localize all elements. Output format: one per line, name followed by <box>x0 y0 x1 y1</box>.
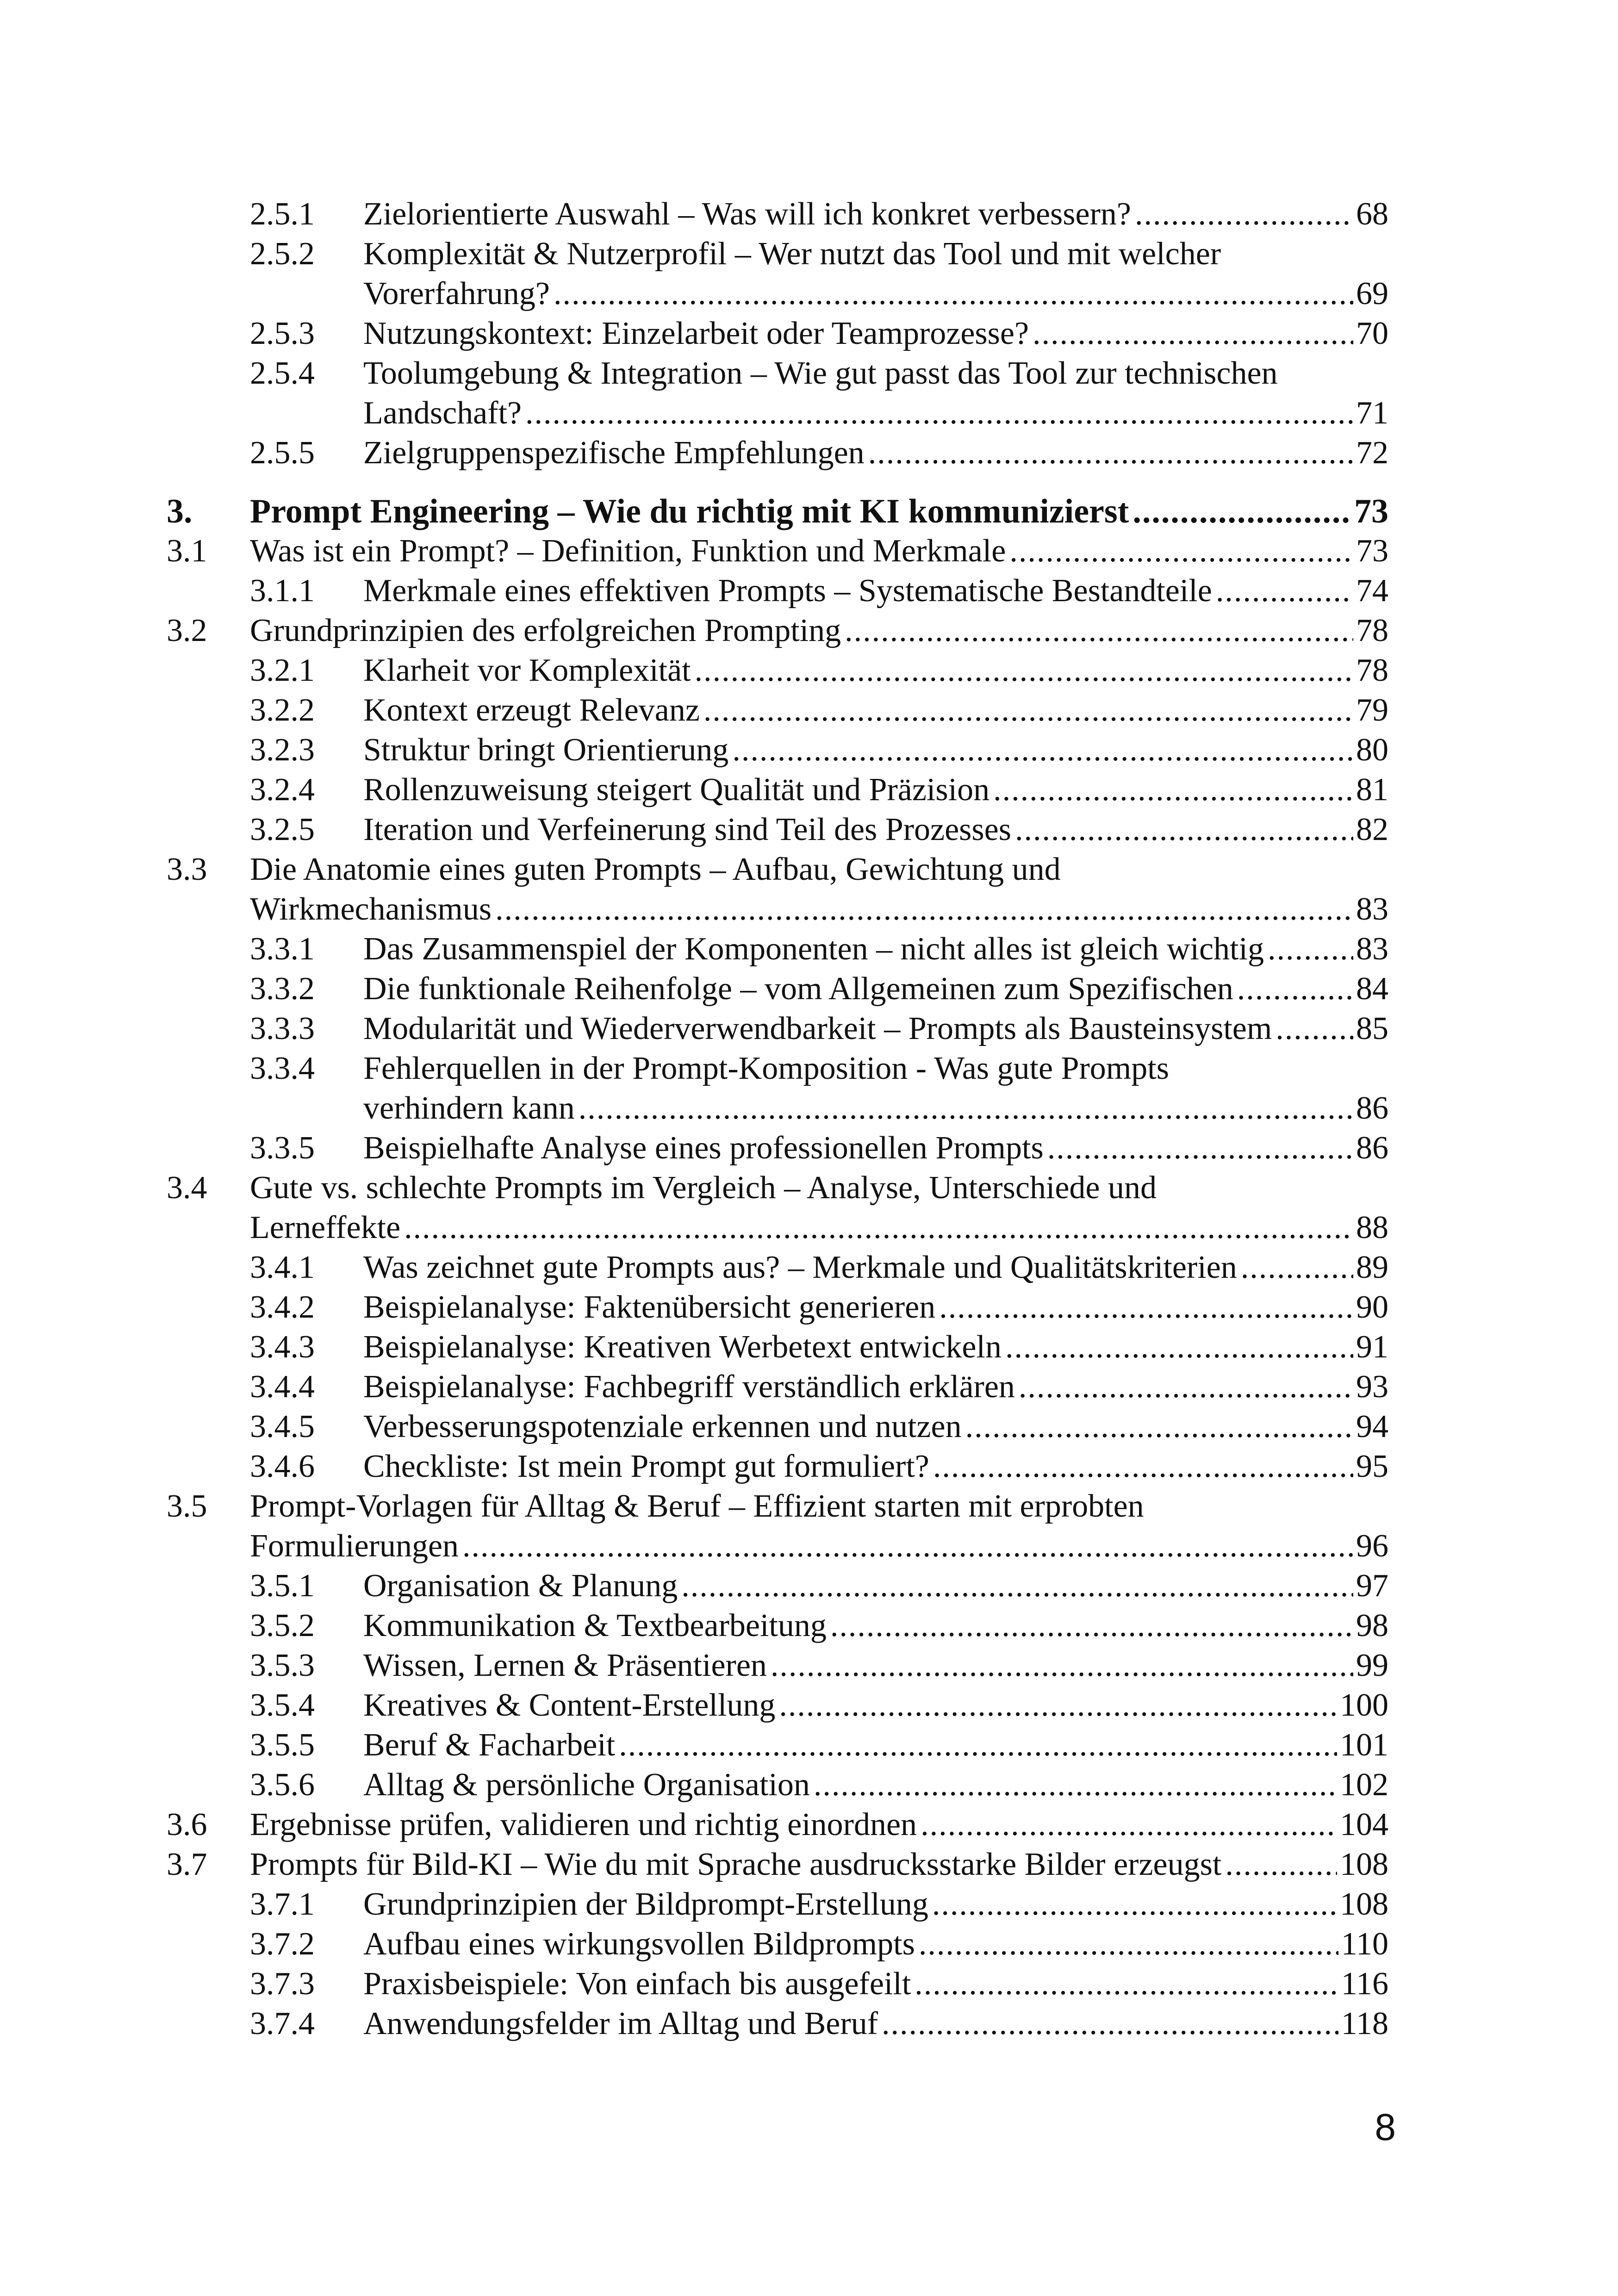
dot-leader <box>1019 1367 1353 1407</box>
toc-entry-number: 3.5.2 <box>250 1608 315 1643</box>
toc-entry-title-line: Beruf & Facharbeit <box>363 1727 616 1763</box>
toc-entry-title-line: Struktur bringt Orientierung <box>363 732 729 768</box>
dot-leader <box>1216 571 1353 611</box>
toc-entry-page: 102 <box>1340 1767 1388 1803</box>
dot-leader <box>1241 1248 1353 1288</box>
dot-leader <box>830 1606 1353 1646</box>
toc-entry[interactable] <box>167 1407 1388 1447</box>
toc-entry[interactable] <box>167 194 1388 234</box>
toc-entry-page: 96 <box>1356 1528 1388 1564</box>
toc-entry-number: 3.4.6 <box>250 1449 315 1484</box>
toc-entry[interactable] <box>167 354 1388 433</box>
toc-entry-title-line: Zielorientierte Auswahl – Was will ich konkret verbessern? <box>363 196 1131 232</box>
toc-entry-page: 86 <box>1356 1090 1388 1126</box>
toc-entry-title-line: Organisation & Planung <box>363 1568 678 1604</box>
toc-entry[interactable] <box>167 929 1388 969</box>
toc-entry-number: 3.7.2 <box>250 1926 315 1962</box>
toc-entry-title-line: Gute vs. schlechte Prompts im Vergleich – Analyse, Unterschiede und <box>250 1170 1157 1206</box>
toc-entry-number: 3.2.1 <box>250 653 315 688</box>
toc-entry-page: 84 <box>1356 971 1388 1007</box>
dot-leader <box>814 1765 1337 1805</box>
toc-entry-page: 118 <box>1341 2006 1388 2041</box>
toc-entry-page: 72 <box>1356 435 1388 471</box>
toc-entry-page: 70 <box>1356 316 1388 351</box>
toc-entry-page: 93 <box>1356 1369 1388 1405</box>
toc-entry-title-line: Ergebnisse prüfen, validieren und richtig einordnen <box>250 1807 917 1842</box>
toc-entry-number: 3.1 <box>167 533 207 569</box>
dot-leader <box>965 1407 1353 1447</box>
toc-entry-page: 100 <box>1340 1687 1388 1723</box>
toc-entry[interactable] <box>167 850 1388 929</box>
toc-entry-page: 108 <box>1340 1886 1388 1922</box>
toc-entry-title-line: Verbesserungspotenziale erkennen und nutzen <box>363 1409 962 1444</box>
toc-entry-page: 74 <box>1356 573 1388 609</box>
dot-leader <box>1276 1009 1353 1049</box>
toc-entry-title-line: Klarheit vor Komplexität <box>363 653 691 688</box>
page-number: 8 <box>1375 2106 1396 2148</box>
dot-leader <box>915 1964 1338 2004</box>
dot-leader <box>993 770 1353 810</box>
dot-leader <box>404 1208 1353 1248</box>
toc-entry-number: 3.2.5 <box>250 812 315 847</box>
toc-entry[interactable] <box>167 1686 1388 1725</box>
toc-entry-number: 3.3.2 <box>250 971 315 1007</box>
toc-entry-number: 3.6 <box>167 1807 207 1842</box>
toc-entry-number: 3.3 <box>167 852 207 887</box>
toc-entry-number: 3.3.1 <box>250 931 315 967</box>
toc-entry[interactable] <box>167 810 1388 850</box>
toc-entry-number: 3.4.3 <box>250 1329 315 1365</box>
dot-leader <box>1135 194 1353 234</box>
toc-entry-title-line: Komplexität & Nutzerprofil – Wer nutzt das Tool und mit welcher <box>363 236 1221 272</box>
dot-leader <box>779 1686 1337 1725</box>
toc-entry[interactable] <box>167 691 1388 730</box>
dot-leader <box>1225 1845 1337 1885</box>
toc-entry[interactable] <box>167 531 1388 571</box>
toc-entry[interactable] <box>167 651 1388 691</box>
toc-entry-title-line: Kommunikation & Textbearbeitung <box>363 1608 827 1643</box>
toc-entry-title-line: Prompt-Vorlagen für Alltag & Beruf – Effizient starten mit erprobten <box>250 1488 1144 1524</box>
toc-entry[interactable] <box>167 314 1388 354</box>
toc-entry-title-line: verhindern kann <box>363 1090 575 1126</box>
dot-leader <box>619 1725 1337 1765</box>
toc-entry[interactable] <box>167 969 1388 1009</box>
toc-entry-page: 95 <box>1356 1449 1388 1484</box>
toc-entry-title-line: Fehlerquellen in der Prompt-Komposition - Was gute Prompts <box>363 1051 1169 1086</box>
toc-entry-title-line: Formulierungen <box>250 1528 459 1564</box>
dot-leader <box>703 691 1353 730</box>
toc-entry-number: 3. <box>167 492 193 530</box>
toc-entry[interactable] <box>167 611 1388 651</box>
dot-leader <box>882 2004 1338 2044</box>
toc-entry-page: 110 <box>1341 1926 1388 1962</box>
toc-entry-number: 3.1.1 <box>250 573 315 609</box>
toc-entry[interactable] <box>167 1049 1388 1128</box>
dot-leader <box>695 651 1353 691</box>
toc-entry-title-line: Vorerfahrung? <box>363 276 550 311</box>
toc-entry-page: 90 <box>1356 1289 1388 1325</box>
toc-entry[interactable] <box>167 492 1388 531</box>
dot-leader <box>1047 1128 1353 1168</box>
toc-entry-page: 71 <box>1356 395 1388 431</box>
toc-entry-title-line: Was ist ein Prompt? – Definition, Funktion und Merkmale <box>250 533 1006 569</box>
toc-entry-number: 3.3.5 <box>250 1130 315 1166</box>
dot-leader <box>525 393 1353 433</box>
toc-entry[interactable] <box>167 1487 1388 1566</box>
toc-entry-title-line: Kontext erzeugt Relevanz <box>363 692 700 728</box>
toc-entry-page: 86 <box>1356 1130 1388 1166</box>
toc-entry[interactable] <box>167 730 1388 770</box>
toc-entry[interactable] <box>167 1964 1388 2004</box>
toc-entry-number: 3.2.2 <box>250 692 315 728</box>
toc-entry-title-line: Alltag & persönliche Organisation <box>363 1767 810 1803</box>
dot-leader <box>845 611 1353 651</box>
toc-entry-page: 81 <box>1356 772 1388 808</box>
toc-entry-page: 94 <box>1356 1409 1388 1444</box>
dot-leader <box>579 1089 1353 1128</box>
dot-leader <box>732 730 1353 770</box>
toc-entry-number: 3.3.3 <box>250 1011 315 1046</box>
dot-leader <box>1009 531 1353 571</box>
toc-entry-page: 83 <box>1356 931 1388 967</box>
toc-entry-title-line: Wirkmechanismus <box>250 891 492 927</box>
toc-entry-title-line: Nutzungskontext: Einzelarbeit oder Teamprozesse? <box>363 316 1029 351</box>
toc-entry[interactable] <box>167 1288 1388 1327</box>
toc-entry-number: 3.4.5 <box>250 1409 315 1444</box>
dot-leader <box>939 1288 1353 1327</box>
toc-entry-title-line: Zielgruppenspezifische Empfehlungen <box>363 435 865 471</box>
toc-entry-page: 78 <box>1356 653 1388 688</box>
toc-entry-number: 3.5.4 <box>250 1687 315 1723</box>
toc-entry-number: 3.2.4 <box>250 772 315 808</box>
toc-entry-number: 3.4.1 <box>250 1250 315 1285</box>
toc-entry-number: 2.5.3 <box>250 316 315 351</box>
dot-leader <box>462 1526 1353 1566</box>
toc-entry[interactable] <box>167 1725 1388 1765</box>
toc-entry-page: 69 <box>1356 276 1388 311</box>
toc-entry-page: 97 <box>1356 1568 1388 1604</box>
dot-leader <box>495 890 1353 929</box>
toc-entry-page: 73 <box>1356 533 1388 569</box>
toc-entry-title-line: Lerneffekte <box>250 1210 401 1245</box>
dot-leader <box>1133 492 1351 531</box>
toc-entry-title-line: Toolumgebung & Integration – Wie gut passt das Tool zur technischen <box>363 355 1278 391</box>
table-of-contents <box>167 194 1388 2044</box>
toc-entry-title-line: Das Zusammenspiel der Komponenten – nicht alles ist gleich wichtig <box>363 931 1264 967</box>
toc-entry-title-line: Rollenzuweisung steigert Qualität und Präzision <box>363 772 990 808</box>
toc-entry-number: 3.7.4 <box>250 2006 315 2041</box>
dot-leader <box>933 1447 1353 1487</box>
toc-entry-number: 3.7.1 <box>250 1886 315 1922</box>
toc-entry[interactable] <box>167 1009 1388 1049</box>
toc-entry[interactable] <box>167 770 1388 810</box>
toc-entry-number: 3.5.5 <box>250 1727 315 1763</box>
toc-entry-number: 2.5.4 <box>250 355 315 391</box>
toc-entry-number: 3.7 <box>167 1847 207 1882</box>
toc-entry-page: 116 <box>1341 1966 1388 2002</box>
toc-entry-title-line: Checkliste: Ist mein Prompt gut formuliert? <box>363 1449 929 1484</box>
toc-entry[interactable] <box>167 1606 1388 1646</box>
dot-leader <box>868 433 1353 473</box>
toc-entry-title-line: Kreatives & Content-Erstellung <box>363 1687 776 1723</box>
toc-entry-title-line: Beispielanalyse: Kreativen Werbetext entwickeln <box>363 1329 1002 1365</box>
toc-entry[interactable] <box>167 1566 1388 1606</box>
toc-entry[interactable] <box>167 1367 1388 1407</box>
toc-entry-number: 2.5.2 <box>250 236 315 272</box>
toc-entry-number: 3.5.6 <box>250 1767 315 1803</box>
toc-entry-page: 101 <box>1340 1727 1388 1763</box>
toc-entry[interactable] <box>167 1248 1388 1288</box>
toc-entry-number: 3.4.4 <box>250 1369 315 1405</box>
toc-entry[interactable] <box>167 1885 1388 1924</box>
toc-entry[interactable] <box>167 234 1388 314</box>
toc-entry-number: 3.5.3 <box>250 1648 315 1683</box>
toc-entry-title-line: Die funktionale Reihenfolge – vom Allgemeinen zum Spezifischen <box>363 971 1233 1007</box>
toc-entry-title-line: Prompt Engineering – Wie du richtig mit KI kommunizierst <box>250 492 1129 530</box>
toc-entry-number: 3.7.3 <box>250 1966 315 2002</box>
toc-entry[interactable] <box>167 1168 1388 1248</box>
toc-entry-title-line: Prompts für Bild-KI – Wie du mit Sprache ausdrucksstarke Bilder erzeugst <box>250 1847 1222 1882</box>
toc-entry-page: 88 <box>1356 1210 1388 1245</box>
toc-entry-page: 85 <box>1356 1011 1388 1046</box>
toc-entry[interactable] <box>167 1128 1388 1168</box>
toc-entry-title-line: Modularität und Wiederverwendbarkeit – Prompts als Bausteinsystem <box>363 1011 1272 1046</box>
toc-entry-page: 78 <box>1356 613 1388 648</box>
toc-entry-title-line: Praxisbeispiele: Von einfach bis ausgefeilt <box>363 1966 911 2002</box>
dot-leader <box>1005 1327 1353 1367</box>
dot-leader <box>1015 810 1353 850</box>
toc-entry-number: 3.5 <box>167 1488 207 1524</box>
toc-entry-page: 104 <box>1340 1807 1388 1842</box>
toc-entry-title-line: Iteration und Verfeinerung sind Teil des Prozesses <box>363 812 1011 847</box>
toc-entry[interactable] <box>167 1924 1388 1964</box>
toc-entry-title-line: Die Anatomie eines guten Prompts – Aufbau, Gewichtung und <box>250 852 1061 887</box>
toc-entry-title-line: Landschaft? <box>363 395 522 431</box>
toc-entry-title-line: Beispielanalyse: Fachbegriff verständlich erklären <box>363 1369 1015 1405</box>
toc-entry-page: 108 <box>1340 1847 1388 1882</box>
dot-leader <box>919 1924 1338 1964</box>
dot-leader <box>1237 969 1353 1009</box>
toc-entry-page: 82 <box>1356 812 1388 847</box>
toc-entry-number: 3.5.1 <box>250 1568 315 1604</box>
toc-entry-title-line: Beispielanalyse: Faktenübersicht generieren <box>363 1289 936 1325</box>
toc-entry-title-line: Wissen, Lernen & Präsentieren <box>363 1648 767 1683</box>
toc-entry[interactable] <box>167 433 1388 473</box>
toc-entry-number: 2.5.5 <box>250 435 315 471</box>
toc-entry-title-line: Grundprinzipien der Bildprompt-Erstellung <box>363 1886 928 1922</box>
toc-entry-title-line: Was zeichnet gute Prompts aus? – Merkmale und Qualitätskriterien <box>363 1250 1237 1285</box>
toc-entry-page: 91 <box>1356 1329 1388 1365</box>
dot-leader <box>554 274 1353 314</box>
dot-leader <box>932 1885 1337 1924</box>
dot-leader <box>1268 929 1353 969</box>
toc-entry-number: 3.2 <box>167 613 207 648</box>
toc-entry[interactable] <box>167 1646 1388 1686</box>
toc-entry-number: 2.5.1 <box>250 196 315 232</box>
toc-entry[interactable] <box>167 1845 1388 1885</box>
toc-entry-number: 3.3.4 <box>250 1051 315 1086</box>
toc-entry-page: 83 <box>1356 891 1388 927</box>
dot-leader <box>681 1566 1353 1606</box>
toc-entry[interactable] <box>167 1805 1388 1845</box>
toc-entry-page: 98 <box>1356 1608 1388 1643</box>
toc-entry[interactable] <box>167 1447 1388 1487</box>
toc-entry-page: 73 <box>1354 492 1388 530</box>
toc-entry[interactable] <box>167 1327 1388 1367</box>
toc-entry[interactable] <box>167 2004 1388 2044</box>
toc-entry-title-line: Anwendungsfelder im Alltag und Beruf <box>363 2006 878 2041</box>
toc-entry-page: 79 <box>1356 692 1388 728</box>
toc-entry-title-line: Beispielhafte Analyse eines professionellen Prompts <box>363 1130 1044 1166</box>
dot-leader <box>921 1805 1337 1845</box>
toc-entry-page: 68 <box>1356 196 1388 232</box>
toc-entry-page: 99 <box>1356 1648 1388 1683</box>
toc-entry[interactable] <box>167 1765 1388 1805</box>
toc-entry-page: 89 <box>1356 1250 1388 1285</box>
toc-entry-number: 3.2.3 <box>250 732 315 768</box>
toc-entry-title-line: Grundprinzipien des erfolgreichen Prompting <box>250 613 841 648</box>
toc-entry[interactable] <box>167 571 1388 611</box>
dot-leader <box>771 1646 1353 1686</box>
toc-entry-page: 80 <box>1356 732 1388 768</box>
toc-entry-number: 3.4.2 <box>250 1289 315 1325</box>
toc-entry-title-line: Aufbau eines wirkungsvollen Bildprompts <box>363 1926 915 1962</box>
dot-leader <box>1033 314 1353 354</box>
toc-entry-number: 3.4 <box>167 1170 207 1206</box>
toc-entry-title-line: Merkmale eines effektiven Prompts – Systematische Bestandteile <box>363 573 1212 609</box>
